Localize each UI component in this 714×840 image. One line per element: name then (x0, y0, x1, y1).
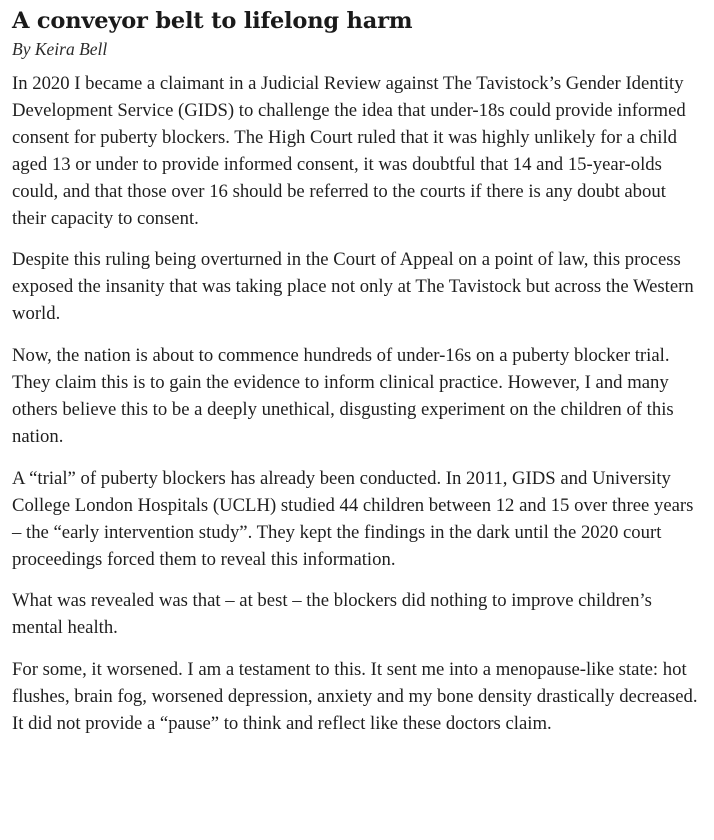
article-paragraph: What was revealed was that – at best – the blockers did nothing to improve children’s mental health. (12, 590, 652, 639)
article-paragraph: For some, it worsened. I am a testament to this. It sent me into a menopause-like state: hot flushes, brain fog, worsened depression, anxiety and my bone density drastically decreased. It did not provide a “pause” to think and reflect like these doctors claim. (12, 659, 698, 735)
article-paragraph: In 2020 I became a claimant in a Judicial Review against The Tavistock’s Gender Identity Development Service (GIDS) to challenge the idea that under-18s could provide informed consent for puberty blockers. The High Court ruled that it was highly unlikely for a child aged 13 or under to provide informed consent, it was doubtful that 14 and 15-year-olds could, and that those over 16 should be referred to the courts if there is any doubt about their capacity to consent. (12, 73, 686, 229)
article-paragraph: A “trial” of puberty blockers has already been conducted. In 2011, GIDS and University College London Hospitals (UCLH) studied 44 children between 12 and 15 over three years – the “early intervention study”. They kept the findings in the dark until the 2020 court proceedings forced them to reveal this information. (12, 467, 694, 570)
article-headline: A conveyor belt to lifelong harm (12, 8, 413, 34)
article-paragraph: Now, the nation is about to commence hundreds of under-16s on a puberty blocker trial. They claim this is to gain the evidence to inform clinical practice. However, I and many others believe this to be a deeply unethical, disgusting experiment on the children of this nation. (12, 345, 674, 447)
article-body (12, 71, 702, 738)
article-paragraph: Despite this ruling being overturned in the Court of Appeal on a point of law, this process exposed the insanity that was taking place not only at The Tavistock but across the Western world. (12, 249, 694, 325)
article-byline: By Keira Bell (12, 39, 108, 59)
